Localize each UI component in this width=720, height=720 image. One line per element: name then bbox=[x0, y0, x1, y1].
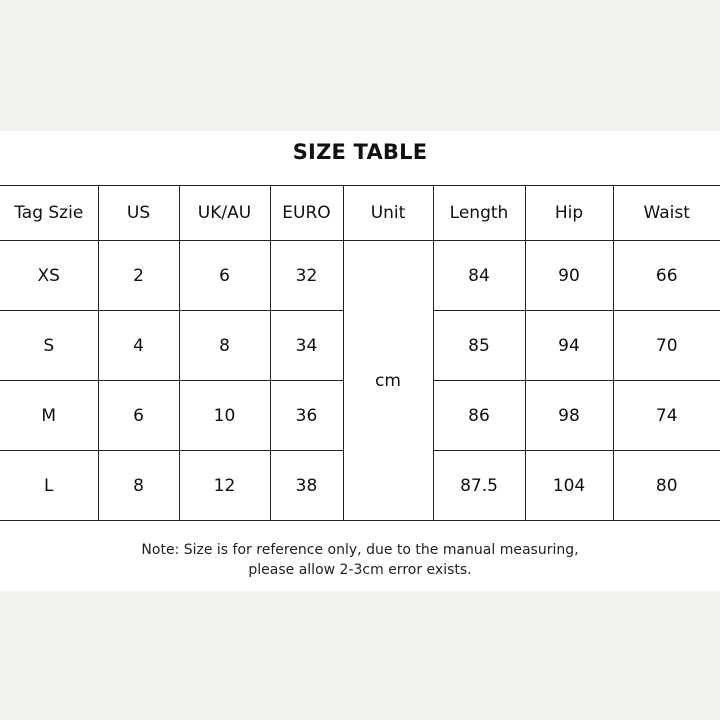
cell-waist: 70 bbox=[613, 311, 720, 381]
cell-us: 8 bbox=[98, 451, 179, 521]
column-header-waist: Waist bbox=[613, 186, 720, 241]
cell-euro: 36 bbox=[270, 381, 343, 451]
cell-hip: 98 bbox=[525, 381, 613, 451]
cell-tag-size: L bbox=[0, 451, 98, 521]
column-header-euro: EURO bbox=[270, 186, 343, 241]
cell-length: 86 bbox=[433, 381, 525, 451]
cell-unit: cm bbox=[343, 241, 433, 521]
page-title: SIZE TABLE bbox=[292, 140, 428, 164]
reference-note bbox=[0, 540, 720, 580]
cell-euro: 38 bbox=[270, 451, 343, 521]
column-header-length: Length bbox=[433, 186, 525, 241]
cell-length: 85 bbox=[433, 311, 525, 381]
cell-hip: 104 bbox=[525, 451, 613, 521]
cell-euro: 34 bbox=[270, 311, 343, 381]
cell-waist: 74 bbox=[613, 381, 720, 451]
cell-tag-size: M bbox=[0, 381, 98, 451]
table-row bbox=[0, 241, 720, 311]
cell-tag-size: S bbox=[0, 311, 98, 381]
cell-uk-au: 10 bbox=[179, 381, 270, 451]
cell-us: 2 bbox=[98, 241, 179, 311]
cell-length: 87.5 bbox=[433, 451, 525, 521]
column-header-uk-au: UK/AU bbox=[179, 186, 270, 241]
column-header-hip: Hip bbox=[525, 186, 613, 241]
cell-waist: 66 bbox=[613, 241, 720, 311]
cell-euro: 32 bbox=[270, 241, 343, 311]
cell-us: 6 bbox=[98, 381, 179, 451]
note-line-2: please allow 2-3cm error exists. bbox=[248, 562, 472, 578]
cell-uk-au: 12 bbox=[179, 451, 270, 521]
cell-hip: 90 bbox=[525, 241, 613, 311]
cell-hip: 94 bbox=[525, 311, 613, 381]
column-header-tag-size: Tag Szie bbox=[0, 186, 98, 241]
column-header-us: US bbox=[98, 186, 179, 241]
cell-length: 84 bbox=[433, 241, 525, 311]
size-table bbox=[0, 185, 720, 521]
cell-us: 4 bbox=[98, 311, 179, 381]
cell-waist: 80 bbox=[613, 451, 720, 521]
note-line-1: Note: Size is for reference only, due to the manual measuring, bbox=[141, 542, 579, 558]
cell-uk-au: 6 bbox=[179, 241, 270, 311]
column-header-unit: Unit bbox=[343, 186, 433, 241]
header-row bbox=[0, 186, 720, 241]
cell-uk-au: 8 bbox=[179, 311, 270, 381]
cell-tag-size: XS bbox=[0, 241, 98, 311]
